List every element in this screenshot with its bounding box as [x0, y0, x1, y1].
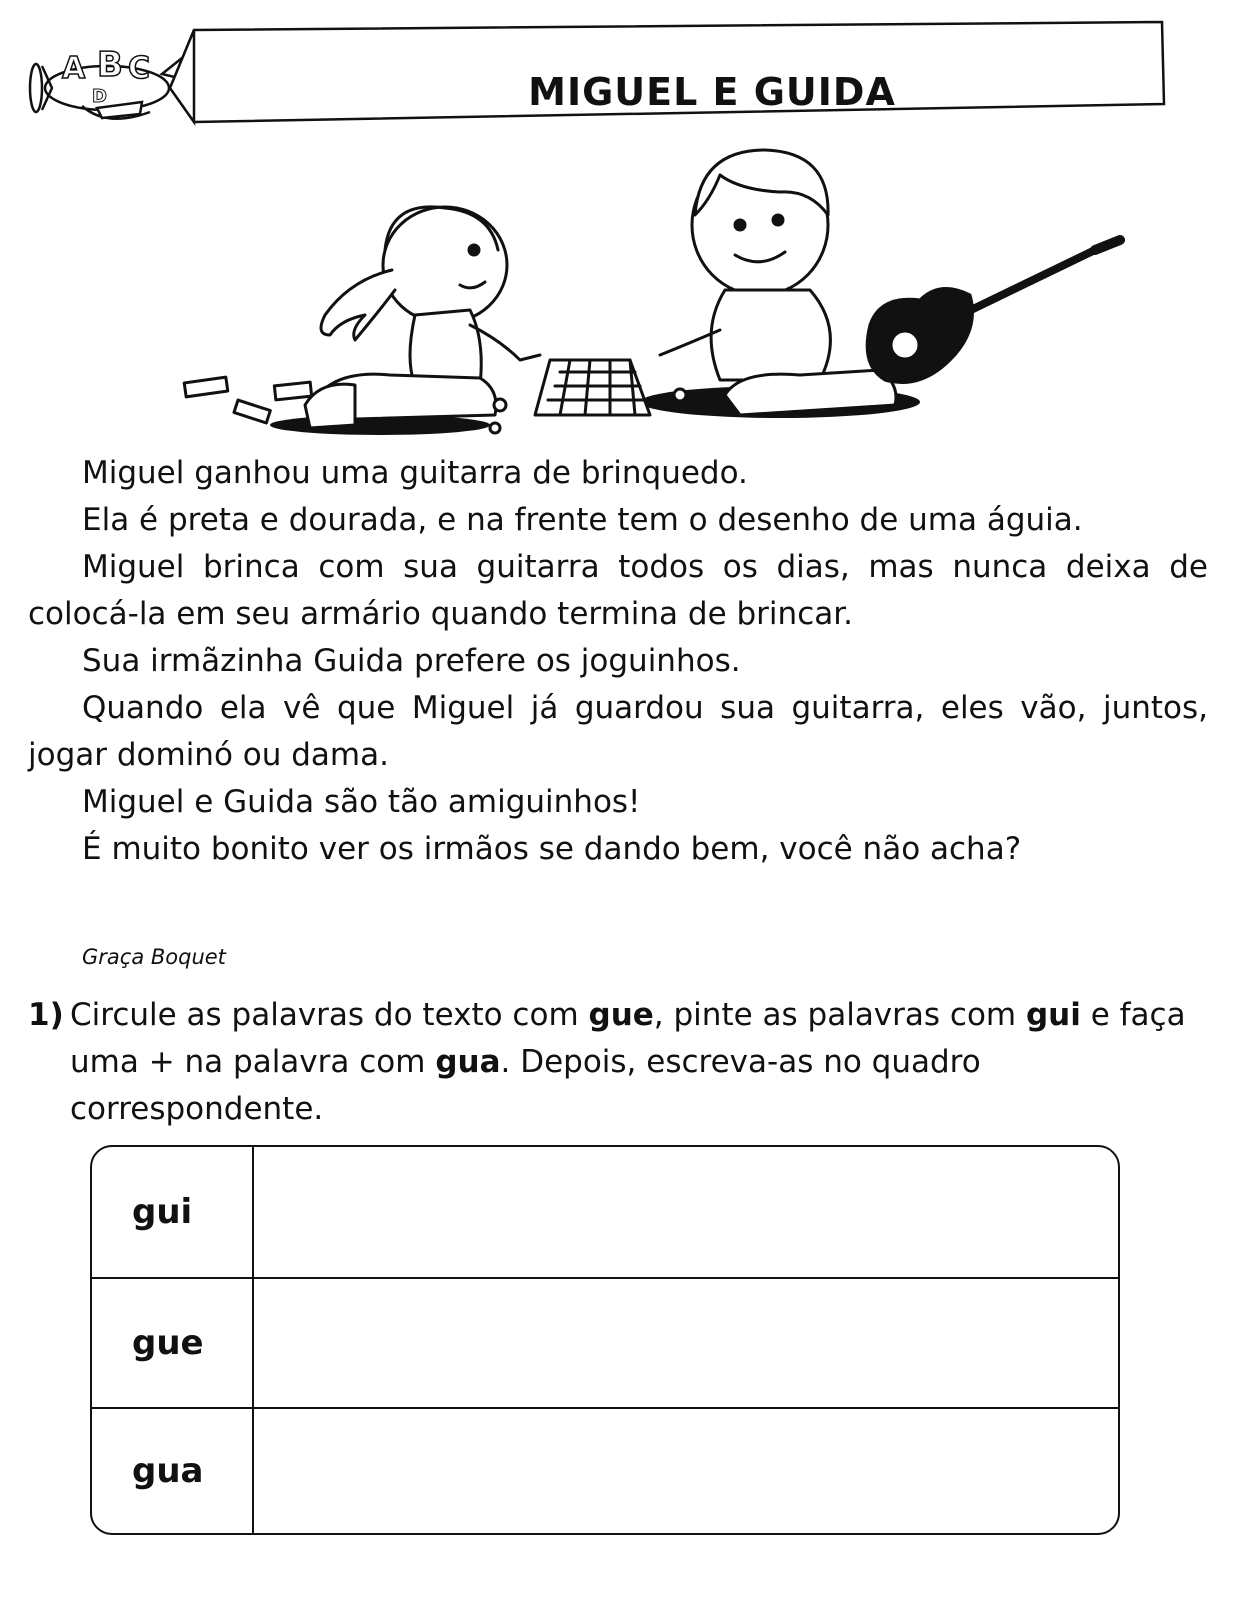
row-label-cell	[92, 1409, 254, 1533]
logo-letter-a: A	[62, 51, 86, 86]
author-credit: Graça Boquet	[82, 945, 226, 969]
story-paragraph-2: Ela é preta e dourada, e na frente tem o desenho de uma águia.	[82, 502, 1083, 538]
logo-letter-c: C	[128, 51, 151, 86]
keyword-gua: gua	[435, 1044, 501, 1080]
answer-cell-gui[interactable]	[254, 1147, 1118, 1277]
checkers-board-icon	[535, 360, 650, 415]
answer-cell-gua[interactable]	[254, 1409, 1118, 1533]
story-text	[28, 450, 1208, 873]
boy-figure-icon	[660, 150, 896, 415]
story-paragraph-1: Miguel ganhou uma guitarra de brinquedo.	[82, 455, 748, 491]
header-banner	[22, 18, 1202, 136]
story-paragraph-6: Miguel e Guida são tão amiguinhos!	[82, 784, 641, 820]
girl-figure-icon	[305, 207, 540, 428]
row-label-gui: gui	[132, 1192, 193, 1232]
table-row-gua	[92, 1407, 1118, 1533]
row-label-gue: gue	[132, 1323, 204, 1363]
toy-guitar-icon	[867, 240, 1120, 383]
answer-cell-gue[interactable]	[254, 1279, 1118, 1407]
row-label-cell	[92, 1279, 254, 1407]
question-1	[28, 992, 1208, 1133]
table-row-gui	[92, 1147, 1118, 1277]
logo-letter-b: B	[97, 45, 123, 85]
row-label-cell	[92, 1147, 254, 1277]
table-row-gue	[92, 1277, 1118, 1407]
row-label-gua: gua	[132, 1451, 204, 1491]
dominoes-icon	[184, 377, 311, 423]
story-paragraph-5: Quando ela vê que Miguel já guardou sua guitarra, eles vão, juntos, jogar dominó ou dama.	[28, 690, 1208, 773]
story-paragraph-7: É muito bonito ver os irmãos se dando bem, você não acha?	[82, 831, 1022, 867]
children-playing-illustration	[180, 130, 1130, 450]
question-number: 1)	[28, 997, 64, 1033]
story-paragraph-3: Miguel brinca com sua guitarra todos os dias, mas nunca deixa de colocá-la em seu armário quando termina de brincar.	[28, 549, 1208, 632]
keyword-gue: gue	[588, 997, 654, 1033]
keyword-gui: gui	[1025, 997, 1081, 1033]
page-title: MIGUEL E GUIDA	[528, 70, 896, 114]
logo-letter-d: D	[92, 86, 107, 107]
story-paragraph-4: Sua irmãzinha Guida prefere os joguinhos.	[82, 643, 741, 679]
question-instructions: Circule as palavras do texto com gue, pinte as palavras com gui e faça uma + na palavra com gua. Depois, escreva-as no quadro correspondente.	[70, 997, 1186, 1127]
answer-table	[90, 1145, 1120, 1535]
